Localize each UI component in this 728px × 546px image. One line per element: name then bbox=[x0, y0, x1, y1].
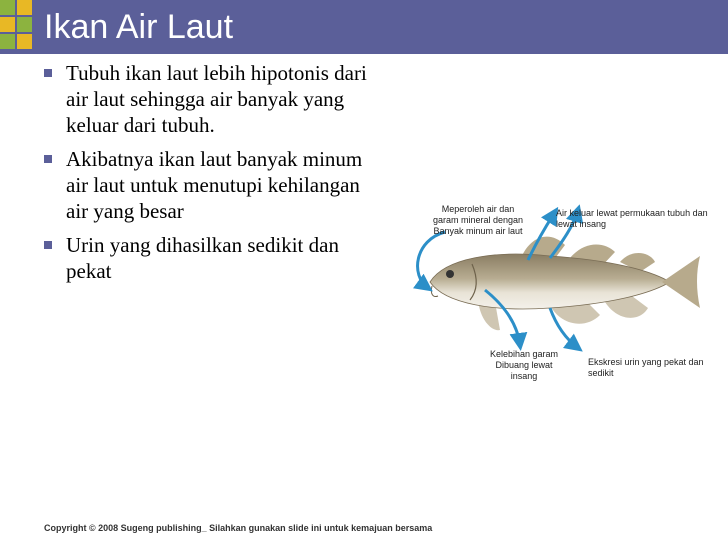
title-bar bbox=[0, 0, 728, 54]
square-bullet-icon bbox=[44, 69, 52, 77]
annotation-water-loss: Air keluar lewat permukaan tubuh dan lewat insang bbox=[556, 208, 708, 229]
annotation-salt-excess: Kelebihan garam Dibuang lewat insang bbox=[489, 349, 559, 381]
bullet-item bbox=[40, 146, 370, 224]
slide-title: Ikan Air Laut bbox=[44, 8, 234, 46]
corner-decoration bbox=[0, 0, 34, 54]
copyright-footer: Copyright © 2008 Sugeng publishing_ Silahkan gunakan slide ini untuk kemajuan bersama bbox=[44, 523, 433, 533]
bullet-item bbox=[40, 60, 370, 138]
bullet-item bbox=[40, 232, 370, 284]
bullet-text: Tubuh ikan laut lebih hipotonis dari air laut sehingga air banyak yang keluar dari tubuh. bbox=[66, 61, 367, 137]
bullet-text: Akibatnya ikan laut banyak minum air laut untuk menutupi kehilangan air yang besar bbox=[66, 147, 363, 223]
fish-eye bbox=[446, 270, 454, 278]
annotation-intake: Meperoleh air dan garam mineral dengan Banyak minum air laut bbox=[432, 204, 524, 236]
bullet-list bbox=[40, 60, 370, 292]
square-bullet-icon bbox=[44, 155, 52, 163]
annotation-urine: Ekskresi urin yang pekat dan sedikit bbox=[588, 357, 704, 378]
bullet-text: Urin yang dihasilkan sedikit dan pekat bbox=[66, 233, 339, 283]
tail-fin bbox=[662, 256, 700, 308]
square-bullet-icon bbox=[44, 241, 52, 249]
